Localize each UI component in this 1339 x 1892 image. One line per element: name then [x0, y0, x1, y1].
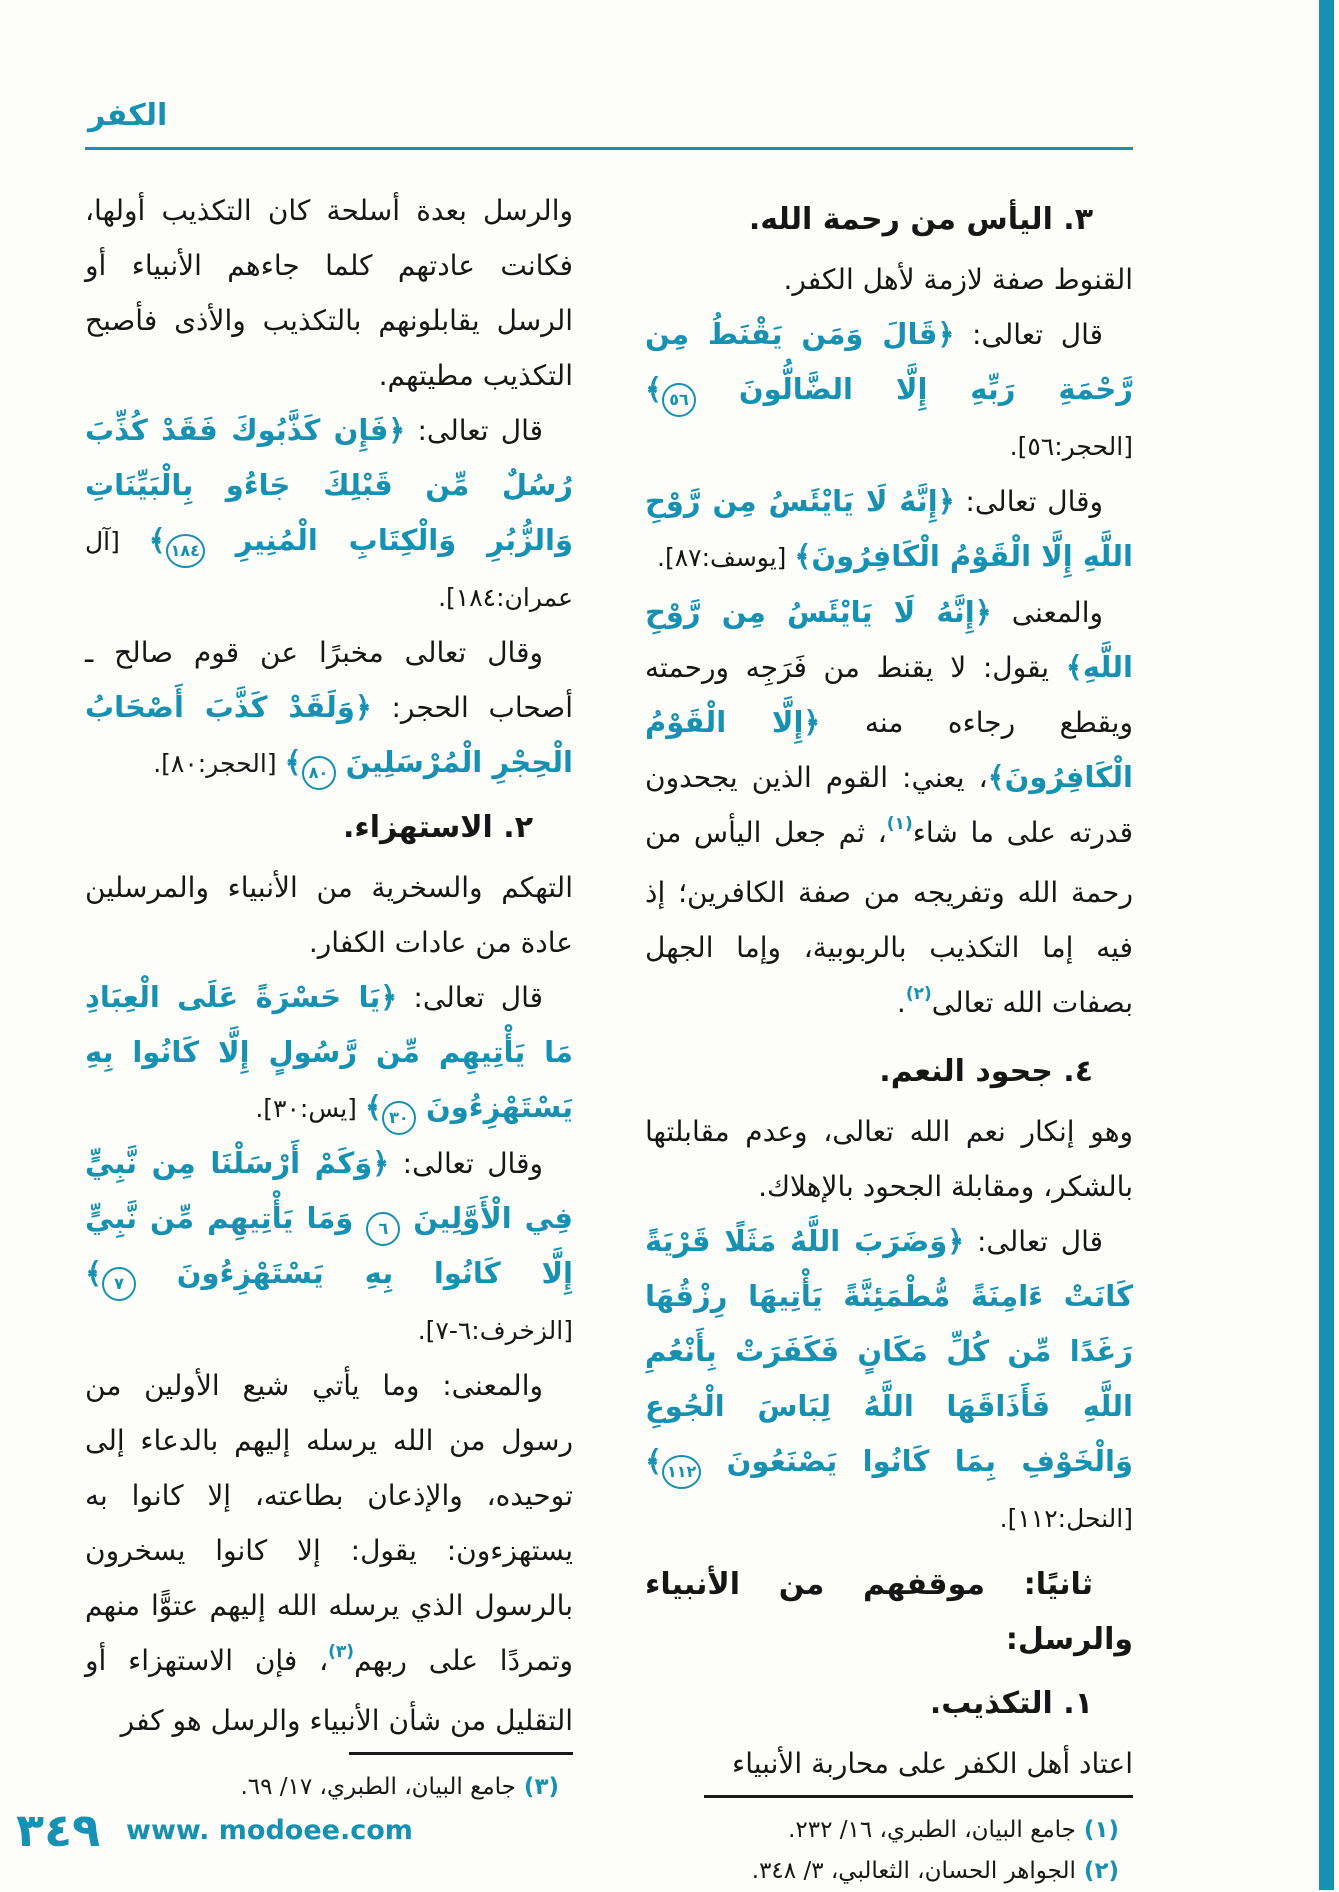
- ayah-number-ornament: ٣٠: [382, 1101, 416, 1135]
- footnotes-right: [645, 1791, 1133, 1892]
- page-edge-bar: [1319, 0, 1334, 1890]
- quran-verse: ﴾: [364, 1090, 382, 1124]
- ayah-number-ornament: ٨٠: [302, 756, 336, 790]
- column-left-body: [85, 183, 573, 1748]
- text-run: ثانيًا: موقفهم من الأنبياء والرسل:: [645, 1567, 1133, 1657]
- verse-reference: [يس:٣٠].: [255, 1094, 365, 1123]
- column-right-body: [645, 183, 1133, 1791]
- paragraph: [85, 403, 573, 625]
- paragraph: [85, 1358, 573, 1748]
- text-run: وقال تعالى مخبرًا عن قوم صالح ـ أصحاب الحجر:: [85, 636, 573, 724]
- ayah-number-ornament: ٦: [366, 1212, 400, 1246]
- text-run: اعتاد أهل الكفر على محاربة الأنبياء: [732, 1747, 1133, 1780]
- text-run: والمعنى: وما يأتي شيع الأولين من رسول من الله يرسله إليهم بالدعاء إلى توحيده، والإذعان بطاعته، إلا كانوا به يستهزءون: يقول: إلا كانوا يسخرون بالرسول الذي يرسله الله إليهم عتوًّا منهم وتمردًا على ربهم: [85, 1369, 574, 1677]
- text-run: يقول: لا يقنط من فَرَجِه ورحمته ويقطع رجاءه منه: [645, 651, 1133, 739]
- quran-verse: ﴾: [645, 372, 662, 406]
- footnote-marker: (١): [886, 814, 913, 834]
- quran-verse: ﴿قَالَ وَمَن يَقْنَطُ مِن رَّحْمَةِ رَبِّهِ إِلَّا الضَّالُّونَ: [645, 317, 1133, 406]
- quran-verse: ﴿إِلَّا الْقَوْمُ الْكَافِرُونَ﴾: [645, 705, 1133, 794]
- text-run: التهكم والسخرية من الأنبياء والمرسلين عادة من عادات الكفار.: [85, 871, 573, 959]
- website-url: www. modoee.com: [126, 1815, 413, 1846]
- verse-reference: [الزخرف:٦-٧].: [417, 1316, 573, 1345]
- header-rule: [85, 147, 1133, 150]
- paragraph: [645, 1104, 1133, 1214]
- paragraph: [645, 307, 1133, 474]
- page-number: ٣٤٩: [16, 1803, 101, 1857]
- footnote-text: جامع البيان، الطبري، ١٦/ ٢٣٢.: [788, 1817, 1076, 1843]
- footnote: [645, 1810, 1133, 1851]
- footnote-marker: (٢): [905, 984, 932, 1004]
- text-run: قال تعالى:: [397, 981, 543, 1014]
- text-run: ٢. الاستهزاء.: [342, 810, 533, 845]
- quran-verse: ﴿وَضَرَبَ اللَّهُ مَثَلًا قَرْيَةً كَانَتْ ءَامِنَةً مُّطْمَئِنَّةً يَأْتِيهَا رِزْقُهَا رَغَدًا مِّن كُلِّ مَكَانٍ فَكَفَرَتْ بِأَنْعُمِ اللَّهِ فَأَذَاقَهَا اللَّهُ لِبَاسَ الْجُوعِ وَالْخَوْفِ بِمَا كَانُوا يَصْنَعُونَ: [645, 1224, 1133, 1478]
- quran-verse: وَمَا يَأْتِيهِم مِّن نَّبِيٍّ إِلَّا كَانُوا بِهِ يَسْتَهْزِءُونَ: [85, 1201, 573, 1290]
- text-run: ١. التكذيب.: [929, 1686, 1093, 1721]
- quran-verse: ﴿إِنَّهُ لَا يَايْئَسُ مِن رَّوْحِ اللَّهِ﴾: [645, 595, 1133, 684]
- text-run: وقال تعالى:: [389, 1147, 543, 1180]
- footnote-text: جامع البيان، الطبري، ١٧/ ٦٩.: [240, 1774, 516, 1800]
- verse-reference: [يوسف:٨٧].: [657, 543, 795, 572]
- text-run: ٣. اليأس من رحمة الله.: [748, 202, 1093, 237]
- paragraph: [645, 1736, 1133, 1791]
- quran-verse: ﴿إِنَّهُ لَا يَايْئَسُ مِن رَّوْحِ اللَّهِ إِلَّا الْقَوْمُ الْكَافِرُونَ﴾: [645, 484, 1133, 573]
- text-run: وقال تعالى:: [954, 485, 1104, 518]
- quran-verse: ﴿وَكَمْ أَرْسَلْنَا مِن نَّبِيٍّ فِي الْأَوَّلِينَ: [85, 1146, 574, 1235]
- section-heading: [645, 1557, 1133, 1667]
- ayah-number-ornament: ٥٦: [662, 383, 696, 417]
- text-run: ، فإن الاستهزاء أو التقليل من شأن الأنبياء والرسل هو كفر: [85, 1644, 573, 1737]
- section-heading: [645, 192, 1133, 247]
- footnote-marker: (٣): [515, 1774, 559, 1800]
- verse-reference: [آل عمران:١٨٤].: [85, 527, 573, 612]
- footnote-marker: (٣): [328, 1642, 355, 1662]
- footnote-separator: [704, 1795, 1133, 1798]
- quran-verse: ﴿وَلَقَدْ كَذَّبَ أَصْحَابُ الْحِجْرِ الْمُرْسَلِينَ: [85, 690, 573, 779]
- text-run: ، ثم جعل اليأس من رحمة الله وتفريجه من صفة الكافرين؛ إذ فيه إما التكذيب بالربوبية، وإما الجهل بصفات الله تعالى: [645, 816, 1133, 1019]
- paragraph: [85, 183, 573, 403]
- ayah-number-ornament: ٧: [102, 1267, 136, 1301]
- footnote-text: الجواهر الحسان، الثعالبي، ٣/ ٣٤٨.: [751, 1858, 1076, 1884]
- verse-reference: [الحجر:٥٦].: [1009, 432, 1133, 461]
- column-right: [645, 183, 1133, 1884]
- paragraph: [85, 625, 573, 791]
- footnote-marker: (١): [1075, 1817, 1119, 1843]
- ayah-number-ornament: ١٨٤: [166, 534, 205, 568]
- quran-verse: ﴾: [645, 1444, 662, 1478]
- paragraph: [645, 252, 1133, 307]
- footnote: [645, 1851, 1133, 1892]
- verse-reference: [الحجر:٨٠].: [153, 749, 285, 778]
- text-run: ، يعني: القوم الذين يجحدون قدرته على ما شاء: [645, 761, 1133, 849]
- paragraph: [645, 1214, 1133, 1546]
- text-run: والمعنى: [991, 596, 1104, 629]
- paragraph: [85, 970, 573, 1136]
- footnote-separator: [349, 1752, 573, 1755]
- quran-verse: ﴾: [148, 523, 166, 557]
- footnotes-left: [85, 1748, 573, 1808]
- footnote-marker: (٢): [1075, 1858, 1119, 1884]
- text-run: قال تعالى:: [964, 1225, 1103, 1258]
- paragraph: [645, 585, 1133, 1035]
- paragraph: [645, 474, 1133, 585]
- ayah-number-ornament: ١١٢: [662, 1455, 701, 1489]
- text-run: ٤. جحود النعم.: [879, 1054, 1093, 1089]
- column-left: [85, 183, 574, 1800]
- section-heading: [645, 1044, 1133, 1099]
- text-run: والرسل بعدة أسلحة كان التكذيب أولها، فكانت عادتهم كلما جاءهم الأنبياء أو الرسل يقابلونهم بالتكذيب والأذى فأصبح التكذيب مطيتهم.: [85, 194, 573, 392]
- running-head: الكفر: [88, 98, 168, 133]
- text-run: قال تعالى:: [405, 414, 543, 447]
- quran-verse: ﴾: [85, 1256, 102, 1290]
- text-run: .: [896, 986, 906, 1019]
- section-heading: [85, 800, 573, 855]
- paragraph: [85, 1136, 573, 1358]
- quran-verse: ﴿فَإِن كَذَّبُوكَ فَقَدْ كُذِّبَ رُسُلٌ مِّن قَبْلِكَ جَاءُو بِالْبَيِّنَاتِ وَالزُّبُرِ وَالْكِتَابِ الْمُنِيرِ: [85, 413, 573, 557]
- section-heading: [645, 1676, 1133, 1731]
- verse-reference: [النحل:١١٢].: [999, 1504, 1133, 1533]
- text-run: قال تعالى:: [954, 318, 1103, 351]
- paragraph: [85, 860, 573, 970]
- footnote: [85, 1767, 573, 1808]
- quran-verse: ﴿يَا حَسْرَةً عَلَى الْعِبَادِ مَا يَأْتِيهِم مِّن رَّسُولٍ إِلَّا كَانُوا بِهِ يَسْتَهْزِءُونَ: [85, 980, 573, 1124]
- quran-verse: ﴾: [284, 745, 302, 779]
- text-run: وهو إنكار نعم الله تعالى، وعدم مقابلتها بالشكر، ومقابلة الجحود بالإهلاك.: [645, 1115, 1133, 1203]
- text-run: القنوط صفة لازمة لأهل الكفر.: [783, 263, 1133, 296]
